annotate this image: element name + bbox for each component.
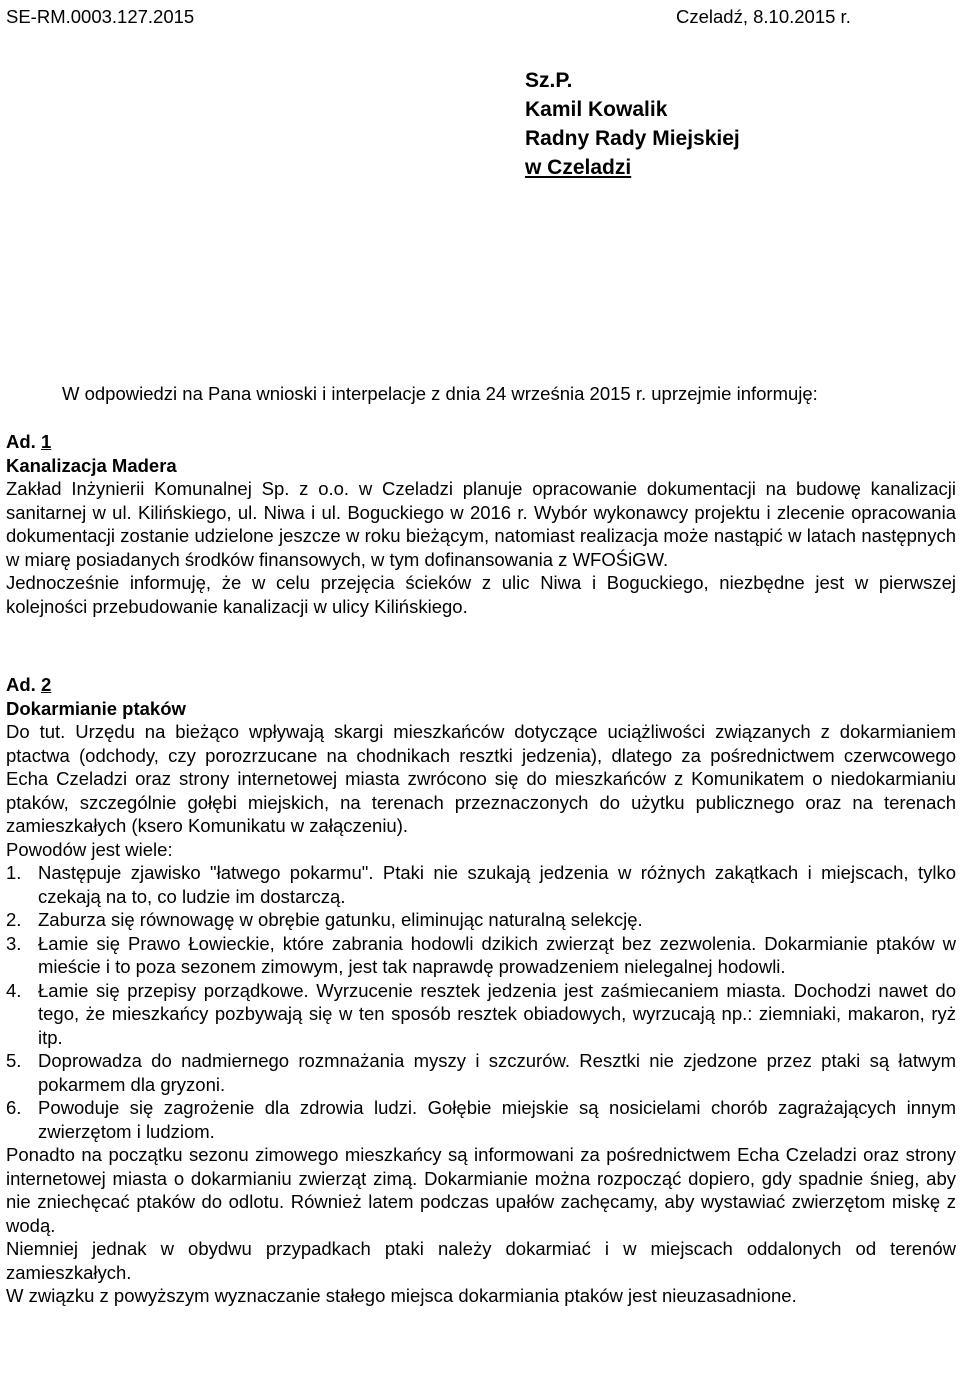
section-2-paragraph-4: W związku z powyższym wyznaczanie stałego miejsca dokarmiania ptaków jest nieuzasadnione. <box>6 1285 797 1306</box>
section-2-paragraph-3: Niemniej jednak w obydwu przypadkach ptaki należy dokarmiać i w miejscach oddalonych od terenów zamieszkałych. <box>6 1238 956 1283</box>
reasons-intro: Powodów jest wiele: <box>6 838 173 860</box>
addressee-name: Kamil Kowalik <box>525 98 668 121</box>
section-1-paragraph-1: Zakład Inżynierii Komunalnej Sp. z o.o. w Czeladzi planuje opracowanie dokumentacji na budowę kanalizacji sanitarnej w ul. Kilińskiego, ul. Niwa i ul. Boguckiego w 2016 r. Wybór wykonawcy projektu i zlecenie opracowania dokumentacji zostanie udzielone jeszcze w roku bieżącym, natomiast realizacja może nastąpić w latach następnych w miarę posiadanych środków finansowych, w tym dofinansowania z WFOŚiGW. <box>6 478 956 570</box>
addressee-location: w Czeladzi <box>525 156 632 179</box>
section-2-title: Dokarmianie ptaków <box>6 697 186 719</box>
section-2-paragraph-2: Ponadto na początku sezonu zimowego mieszkańcy są informowani za pośrednictwem Echa Czeladzi oraz strony internetowej miasta o dokarmianiu zwierząt zimą. Dokarmianie można rozpocząć dopiero, gdy spadnie śnieg, aby nie zniechęcać ptaków do odlotu. Również latem podczas upałów zachęcamy, aby wystawiać zwierzętom miskę z wodą. <box>6 1144 956 1236</box>
addressee-salutation: Sz.P. <box>525 69 573 92</box>
list-item: 2. Zaburza się równowagę w obrębie gatunku, eliminując naturalną selekcję. <box>6 909 643 930</box>
list-item: 1. Następuje zjawisko "łatwego pokarmu". Ptaki nie szukają jedzenia w różnych zakątkach i miejscach, tylko czekają na to, co ludzie im dostarczą. <box>6 862 956 907</box>
reasons-list <box>6 861 956 1143</box>
place-date: Czeladź, 8.10.2015 r. <box>676 6 851 27</box>
intro-sentence: W odpowiedzi na Pana wnioski i interpelacje z dnia 24 września 2015 r. uprzejmie informuję: <box>62 383 818 404</box>
list-item: 5. Doprowadza do nadmiernego rozmnażania myszy i szczurów. Resztki nie zjedzone przez ptaki są łatwym pokarmem dla gryzoni. <box>6 1050 956 1095</box>
list-item: 6. Powoduje się zagrożenie dla zdrowia ludzi. Gołębie miejskie są nosicielami chorób zagrażających innym zwierzętom i ludziom. <box>6 1097 956 1142</box>
section-2-heading: Ad. 2 <box>6 674 52 695</box>
reference-number: SE-RM.0003.127.2015 <box>6 6 195 27</box>
section-1 <box>6 430 956 618</box>
section-1-title: Kanalizacja Madera <box>6 454 177 476</box>
section-1-heading: Ad. 1 <box>6 431 52 452</box>
section-2-paragraph-1: Do tut. Urzędu na bieżąco wpływają skargi mieszkańców dotyczące uciążliwości związanych z dokarmianiem ptactwa (odchody, czy porozrzucane na chodnikach resztki jedzenia), dlatego za pośrednictwem czerwcowego Echa Czeladzi oraz strony internetowej miasta zwrócono się do mieszkańców z Komunikatem o niedokarmianiu ptaków, szczególnie gołębi miejskich, na terenach przeznaczonych do użytku publicznego oraz na terenach zamieszkałych (ksero Komunikatu w załączeniu). <box>6 721 956 836</box>
list-item: 3. Łamie się Prawo Łowieckie, które zabrania hodowli dzikich zwierząt bez zezwolenia. Dokarmianie ptaków w mieście i to poza sezonem zimowym, jest tak naprawdę prowadzeniem nielegalnej hodowli. <box>6 932 956 977</box>
section-1-paragraph-2: Jednocześnie informuję, że w celu przejęcia ścieków z ulic Niwa i Boguckiego, niezbędne jest w pierwszej kolejności przebudowanie kanalizacji w ulicy Kilińskiego. <box>6 572 956 617</box>
list-item: 4. Łamie się przepisy porządkowe. Wyrzucenie resztek jedzenia jest zaśmiecaniem miasta. Dochodzi nawet do tego, że mieszkańcy pozbywają się w ten sposób resztek obiadowych, wyrzucają np.: ziemniaki, makaron, ryż itp. <box>6 979 956 1048</box>
addressee-role: Radny Rady Miejskiej <box>525 127 740 150</box>
addressee-block <box>525 66 740 182</box>
section-2 <box>6 673 956 1308</box>
